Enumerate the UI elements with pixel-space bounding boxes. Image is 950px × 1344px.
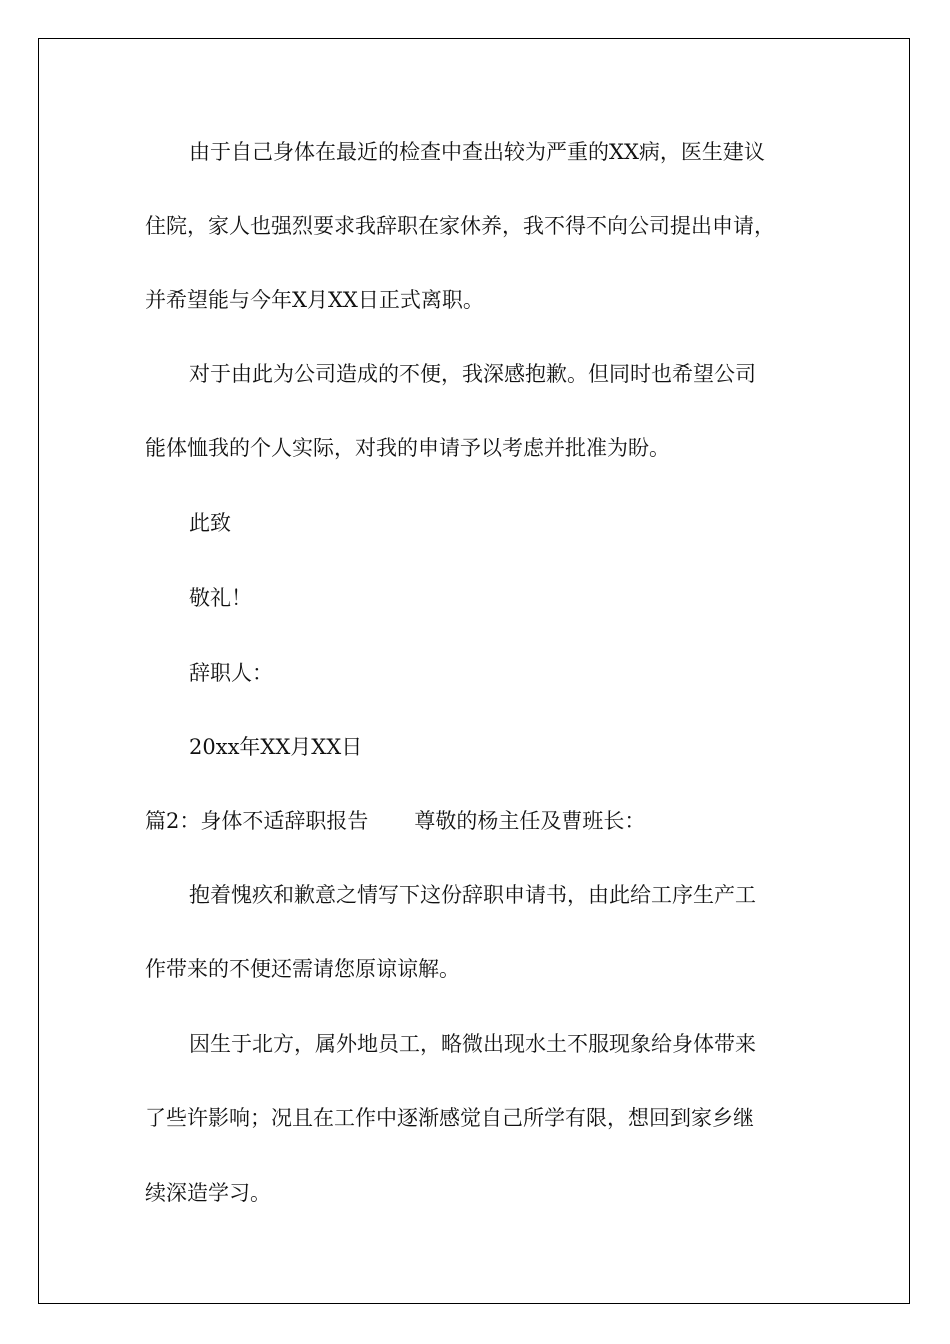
section-2-paragraph-2-line-3: 续深造学习。 — [145, 1181, 271, 1205]
closing-jingli: 敬礼！ — [189, 586, 252, 610]
closing-cizhi: 此致 — [189, 511, 231, 535]
paragraph-1-line-3: 并希望能与今年X月XX日正式离职。 — [145, 288, 484, 312]
date-line: 20xx年XX月XX日 — [189, 735, 363, 759]
section-2-heading-line — [145, 811, 645, 832]
paragraph-2-line-2: 能体恤我的个人实际，对我的申请予以考虑并批准为盼。 — [145, 436, 670, 460]
section-2-paragraph-1-line-1: 抱着愧疚和歉意之情写下这份辞职申请书，由此给工序生产工 — [189, 883, 756, 907]
section-2-salutation: 尊敬的杨主任及曹班长： — [414, 809, 646, 833]
signer-label: 辞职人： — [189, 661, 273, 685]
paragraph-1-line-2: 住院，家人也强烈要求我辞职在家休养，我不得不向公司提出申请， — [145, 214, 775, 238]
section-2-heading: 篇2：身体不适辞职报告 — [145, 809, 369, 833]
paragraph-1-line-1: 由于自己身体在最近的检查中查出较为严重的XX病，医生建议 — [189, 140, 765, 164]
paragraph-2-line-1: 对于由此为公司造成的不便，我深感抱歉。但同时也希望公司 — [189, 362, 756, 386]
section-2-paragraph-1-line-2: 作带来的不便还需请您原谅谅解。 — [145, 957, 460, 981]
section-2-paragraph-2-line-1: 因生于北方，属外地员工，略微出现水土不服现象给身体带来 — [189, 1032, 756, 1056]
section-2-paragraph-2-line-2: 了些许影响；况且在工作中逐渐感觉自己所学有限，想回到家乡继 — [145, 1106, 754, 1130]
